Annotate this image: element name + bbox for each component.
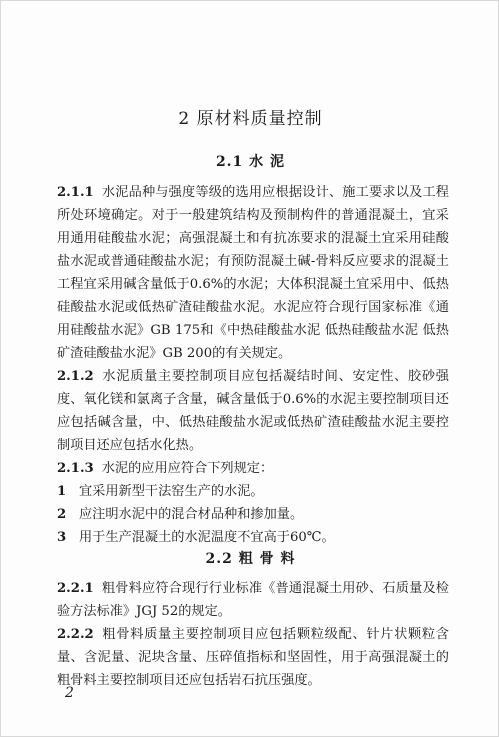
clause-number: 2.1.3 — [57, 461, 94, 476]
section-title-coarse-aggregate: 2.2 粗 骨 料 — [205, 551, 296, 567]
page-number: 2 — [65, 685, 74, 701]
list-item — [57, 480, 449, 503]
clause-number: 2.2.2 — [57, 627, 94, 642]
item-number: 1 — [57, 484, 67, 499]
clause-text: 水泥质量主要控制项目应包括凝结时间、安定性、胶砂强度、氧化镁和氯离子含量，碱含量低于0.6%的水泥主要控制项目还应包括碱含量，中、低热硅酸盐水泥或低热矿渣硅酸盐水泥主要控制项目还应包括水化热。 — [57, 369, 449, 453]
clause-text: 水泥品种与强度等级的选用应根据设计、施工要求以及工程所处环境确定。对于一般建筑结构及预制构件的普通混凝土，宜采用通用硅酸盐水泥；高强混凝土和有抗冻要求的混凝土宜采用硅酸盐水泥或普通硅酸盐水泥；有预防混凝土碱-骨料反应要求的混凝土工程宜采用碱含量低于0.6%的水泥；大体积混凝土宜采用中、低热硅酸盐水泥或低热矿渣硅酸盐水泥。水泥应符合现行国家标准《通用硅酸盐水泥》GB 175和《中热硅酸盐水泥 低热硅酸盐水泥 低热矿渣硅酸盐水泥》GB 200的有关规定。 — [57, 185, 449, 361]
section-title-cement: 2.1 水 泥 — [215, 154, 286, 170]
list-item — [57, 526, 449, 549]
item-text: 用于生产混凝土的水泥温度不宜高于60℃。 — [79, 530, 335, 545]
list-item — [57, 503, 449, 526]
clause-2-1-2 — [57, 365, 449, 457]
clause-text: 水泥的应用应符合下列规定： — [101, 461, 274, 476]
clause-text: 粗骨料质量主要控制项目应包括颗粒级配、针片状颗粒含量、含泥量、泥块含量、压碎值指标和坚固性，用于高强混凝土的粗骨料主要控制项目还应包括岩石抗压强度。 — [57, 627, 449, 688]
clause-number: 2.1.1 — [57, 185, 94, 200]
item-text: 宜采用新型干法窑生产的水泥。 — [79, 484, 264, 499]
clause-2-1-3 — [57, 457, 449, 480]
section-body-coarse-aggregate — [57, 577, 449, 692]
chapter-title: 2 原材料质量控制 — [178, 109, 323, 129]
clause-text: 粗骨料应符合现行行业标准《普通混凝土用砂、石质量及检验方法标准》JGJ 52的规定。 — [57, 581, 449, 619]
item-text: 应注明水泥中的混合材品种和掺加量。 — [79, 507, 304, 522]
clause-number: 2.2.1 — [57, 581, 94, 596]
clause-2-2-1 — [57, 577, 449, 623]
section-body-cement — [57, 181, 449, 549]
item-number: 2 — [57, 507, 67, 522]
clause-number: 2.1.2 — [57, 369, 94, 384]
clause-2-2-2 — [57, 623, 449, 692]
item-number: 3 — [57, 530, 67, 545]
clause-2-1-1 — [57, 181, 449, 365]
